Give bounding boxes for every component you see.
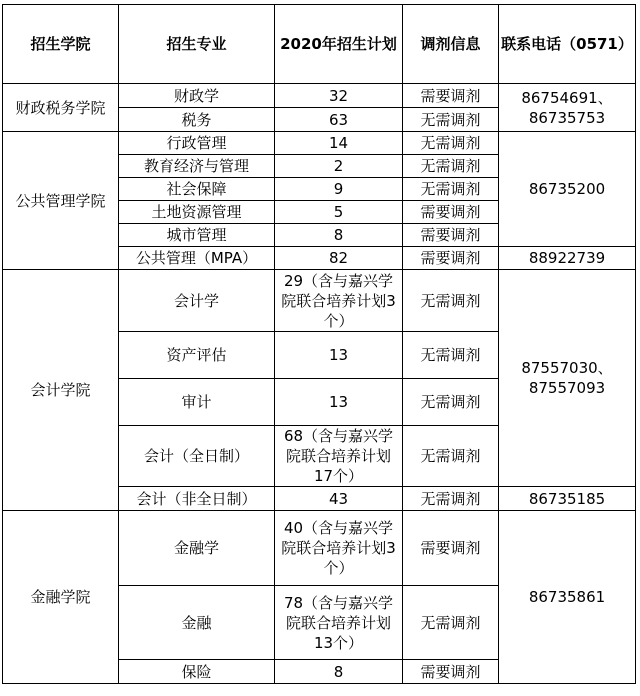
major-cell: 资产评估 — [119, 332, 275, 379]
header-college: 招生学院 — [3, 5, 119, 84]
major-cell: 税务 — [119, 108, 275, 132]
adjust-cell: 需要调剂 — [403, 84, 499, 108]
plan-cell: 43 — [275, 487, 403, 511]
table-row — [3, 270, 636, 332]
phone-line: 86754691、 — [521, 88, 613, 107]
table-row — [3, 84, 636, 108]
table-row — [3, 511, 636, 586]
admissions-table — [2, 4, 636, 684]
phone-line: 87557030、 — [521, 359, 613, 377]
adjust-cell: 无需调剂 — [403, 426, 499, 487]
phone-cell: 88922739 — [499, 247, 636, 270]
adjust-cell: 无需调剂 — [403, 270, 499, 332]
plan-cell: 40（含与嘉兴学院联合培养计划3个） — [275, 511, 403, 586]
plan-cell: 5 — [275, 201, 403, 224]
college-cell: 财政税务学院 — [3, 84, 119, 132]
plan-cell: 14 — [275, 132, 403, 155]
adjust-cell: 需要调剂 — [403, 224, 499, 247]
adjust-cell: 需要调剂 — [403, 247, 499, 270]
major-cell: 城市管理 — [119, 224, 275, 247]
phone-line: 87557093 — [528, 379, 606, 397]
phone-line: 86735753 — [528, 108, 606, 127]
adjust-cell: 无需调剂 — [403, 586, 499, 660]
phone-cell — [499, 84, 636, 132]
phone-cell — [499, 270, 636, 487]
major-cell: 行政管理 — [119, 132, 275, 155]
adjust-cell: 无需调剂 — [403, 379, 499, 426]
header-adjust: 调剂信息 — [403, 5, 499, 84]
plan-cell: 78（含与嘉兴学院联合培养计划13个） — [275, 586, 403, 660]
plan-cell: 63 — [275, 108, 403, 132]
header-major: 招生专业 — [119, 5, 275, 84]
header-plan: 2020年招生计划 — [275, 5, 403, 84]
major-cell: 公共管理（MPA） — [119, 247, 275, 270]
major-cell: 会计（非全日制） — [119, 487, 275, 511]
major-cell: 保险 — [119, 660, 275, 684]
adjust-cell: 无需调剂 — [403, 487, 499, 511]
adjust-cell: 无需调剂 — [403, 155, 499, 178]
phone-cell: 86735185 — [499, 487, 636, 511]
plan-cell: 13 — [275, 332, 403, 379]
plan-cell: 9 — [275, 178, 403, 201]
adjust-cell: 无需调剂 — [403, 132, 499, 155]
adjust-cell: 无需调剂 — [403, 332, 499, 379]
major-cell: 审计 — [119, 379, 275, 426]
college-cell: 公共管理学院 — [3, 132, 119, 270]
major-cell: 土地资源管理 — [119, 201, 275, 224]
adjust-cell: 需要调剂 — [403, 201, 499, 224]
phone-cell: 86735861 — [499, 511, 636, 684]
major-cell: 会计学 — [119, 270, 275, 332]
phone-cell: 86735200 — [499, 132, 636, 247]
plan-cell: 29（含与嘉兴学院联合培养计划3个） — [275, 270, 403, 332]
plan-cell: 8 — [275, 660, 403, 684]
header-row — [3, 5, 636, 84]
plan-cell: 68（含与嘉兴学院联合培养计划17个） — [275, 426, 403, 487]
plan-cell: 82 — [275, 247, 403, 270]
adjust-cell: 无需调剂 — [403, 178, 499, 201]
major-cell: 社会保障 — [119, 178, 275, 201]
header-phone: 联系电话（0571） — [499, 5, 636, 84]
plan-cell: 32 — [275, 84, 403, 108]
adjust-cell: 需要调剂 — [403, 660, 499, 684]
major-cell: 会计（全日制） — [119, 426, 275, 487]
college-cell: 金融学院 — [3, 511, 119, 684]
major-cell: 财政学 — [119, 84, 275, 108]
adjust-cell: 无需调剂 — [403, 108, 499, 132]
major-cell: 金融学 — [119, 511, 275, 586]
plan-cell: 2 — [275, 155, 403, 178]
major-cell: 金融 — [119, 586, 275, 660]
table-row — [3, 132, 636, 155]
major-cell: 教育经济与管理 — [119, 155, 275, 178]
college-cell: 会计学院 — [3, 270, 119, 511]
adjust-cell: 需要调剂 — [403, 511, 499, 586]
plan-cell: 13 — [275, 379, 403, 426]
plan-cell: 8 — [275, 224, 403, 247]
